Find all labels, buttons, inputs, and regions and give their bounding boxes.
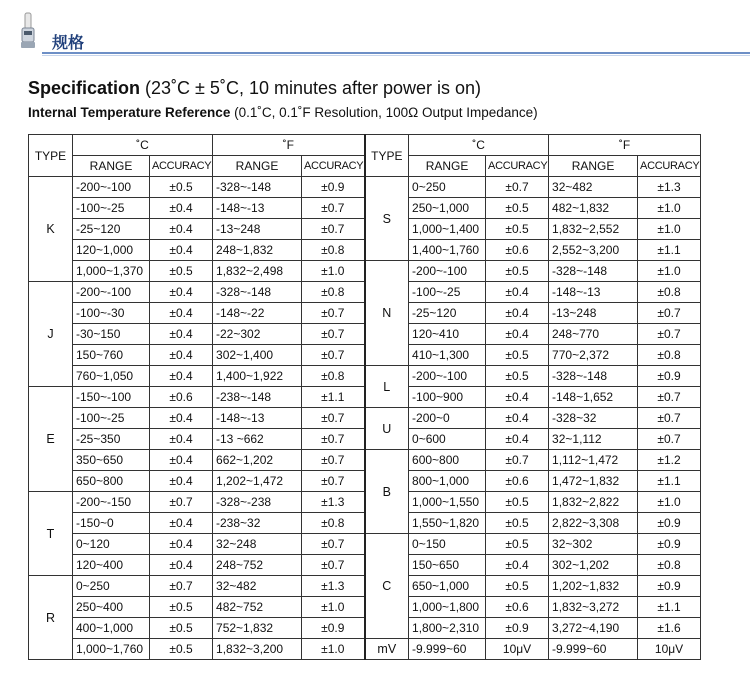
celsius-accuracy-cell: ±0.4 bbox=[486, 387, 549, 408]
celsius-accuracy-cell: ±0.5 bbox=[486, 492, 549, 513]
fahrenheit-range-cell: 32~482 bbox=[213, 576, 302, 597]
fahrenheit-header-left: ˚F bbox=[213, 135, 365, 156]
celsius-range-cell: 650~1,000 bbox=[409, 576, 486, 597]
celsius-range-cell: 120~1,000 bbox=[73, 240, 150, 261]
table-row bbox=[29, 450, 701, 471]
fahrenheit-accuracy-cell: ±0.9 bbox=[638, 513, 701, 534]
celsius-range-cell: 0~150 bbox=[409, 534, 486, 555]
fahrenheit-range-cell: -22~302 bbox=[213, 324, 302, 345]
celsius-range-cell: -100~-25 bbox=[73, 198, 150, 219]
celsius-range-cell: 0~120 bbox=[73, 534, 150, 555]
fahrenheit-accuracy-cell: ±1.2 bbox=[638, 450, 701, 471]
fahrenheit-range-cell: 32~1,112 bbox=[549, 429, 638, 450]
celsius-accuracy-cell: ±0.4 bbox=[486, 282, 549, 303]
celsius-range-cell: 120~410 bbox=[409, 324, 486, 345]
celsius-accuracy-cell: ±0.5 bbox=[150, 639, 213, 660]
celsius-accuracy-cell: ±0.5 bbox=[486, 534, 549, 555]
type-header-right: TYPE bbox=[365, 135, 409, 177]
fahrenheit-accuracy-cell: ±1.0 bbox=[638, 219, 701, 240]
fahrenheit-range-cell: -13~248 bbox=[213, 219, 302, 240]
fahrenheit-accuracy-cell: ±0.7 bbox=[302, 429, 365, 450]
celsius-range-cell: 1,000~1,800 bbox=[409, 597, 486, 618]
fahrenheit-range-cell: 1,832~3,272 bbox=[549, 597, 638, 618]
celsius-accuracy-cell: ±0.4 bbox=[150, 366, 213, 387]
fahrenheit-accuracy-cell: 10μV bbox=[638, 639, 701, 660]
celsius-header-left: ˚C bbox=[73, 135, 213, 156]
fahrenheit-accuracy-cell: ±0.8 bbox=[302, 513, 365, 534]
celsius-range-cell: -150~0 bbox=[73, 513, 150, 534]
celsius-accuracy-cell: ±0.5 bbox=[150, 597, 213, 618]
celsius-accuracy-cell: ±0.5 bbox=[486, 576, 549, 597]
celsius-range-cell: 150~650 bbox=[409, 555, 486, 576]
celsius-range-cell: -25~120 bbox=[409, 303, 486, 324]
celsius-range-cell: -200~-100 bbox=[73, 282, 150, 303]
accuracy-header: ACCURACY bbox=[302, 156, 365, 177]
celsius-range-cell: 1,000~1,760 bbox=[73, 639, 150, 660]
celsius-accuracy-cell: ±0.4 bbox=[150, 513, 213, 534]
celsius-accuracy-cell: ±0.6 bbox=[486, 597, 549, 618]
celsius-accuracy-cell: ±0.4 bbox=[150, 198, 213, 219]
celsius-range-cell: -100~900 bbox=[409, 387, 486, 408]
fahrenheit-accuracy-cell: ±0.9 bbox=[638, 576, 701, 597]
celsius-range-cell: 1,400~1,760 bbox=[409, 240, 486, 261]
header-divider-light bbox=[42, 55, 750, 56]
celsius-accuracy-cell: ±0.5 bbox=[150, 618, 213, 639]
fahrenheit-range-cell: 1,400~1,922 bbox=[213, 366, 302, 387]
fahrenheit-accuracy-cell: ±0.7 bbox=[302, 303, 365, 324]
type-header-left: TYPE bbox=[29, 135, 73, 177]
fahrenheit-range-cell: 302~1,202 bbox=[549, 555, 638, 576]
celsius-range-cell: 150~760 bbox=[73, 345, 150, 366]
table-body bbox=[29, 177, 701, 660]
celsius-range-cell: -30~150 bbox=[73, 324, 150, 345]
fahrenheit-accuracy-cell: ±1.0 bbox=[302, 639, 365, 660]
celsius-accuracy-cell: ±0.4 bbox=[486, 303, 549, 324]
celsius-accuracy-cell: ±0.4 bbox=[150, 450, 213, 471]
fahrenheit-accuracy-cell: ±0.7 bbox=[302, 471, 365, 492]
celsius-accuracy-cell: ±0.6 bbox=[150, 387, 213, 408]
celsius-range-cell: -25~120 bbox=[73, 219, 150, 240]
fahrenheit-range-cell: -148~-13 bbox=[549, 282, 638, 303]
celsius-accuracy-cell: ±0.5 bbox=[486, 366, 549, 387]
fahrenheit-range-cell: -148~1,652 bbox=[549, 387, 638, 408]
type-cell: C bbox=[365, 534, 409, 639]
celsius-range-cell: 1,800~2,310 bbox=[409, 618, 486, 639]
fahrenheit-accuracy-cell: ±1.0 bbox=[638, 492, 701, 513]
fahrenheit-range-cell: -328~-148 bbox=[549, 261, 638, 282]
fahrenheit-accuracy-cell: ±1.6 bbox=[638, 618, 701, 639]
spec-subtitle-main: Internal Temperature Reference bbox=[28, 105, 231, 120]
fahrenheit-accuracy-cell: ±0.9 bbox=[302, 177, 365, 198]
celsius-accuracy-cell: 10μV bbox=[486, 639, 549, 660]
header-divider bbox=[42, 52, 750, 54]
fahrenheit-range-cell: -328~-148 bbox=[549, 366, 638, 387]
celsius-accuracy-cell: ±0.6 bbox=[486, 240, 549, 261]
celsius-range-cell: 1,000~1,370 bbox=[73, 261, 150, 282]
fahrenheit-range-cell: 32~302 bbox=[549, 534, 638, 555]
celsius-accuracy-cell: ±0.5 bbox=[486, 261, 549, 282]
spec-title bbox=[28, 78, 481, 99]
celsius-range-cell: -25~350 bbox=[73, 429, 150, 450]
celsius-header-right: ˚C bbox=[409, 135, 549, 156]
thermometer-icon bbox=[18, 12, 38, 50]
celsius-accuracy-cell: ±0.4 bbox=[150, 282, 213, 303]
type-cell: L bbox=[365, 366, 409, 408]
celsius-range-cell: -200~-100 bbox=[409, 366, 486, 387]
table-row bbox=[29, 261, 701, 282]
fahrenheit-accuracy-cell: ±0.8 bbox=[638, 282, 701, 303]
table-row bbox=[29, 177, 701, 198]
fahrenheit-accuracy-cell: ±0.7 bbox=[302, 324, 365, 345]
celsius-range-cell: 760~1,050 bbox=[73, 366, 150, 387]
celsius-accuracy-cell: ±0.4 bbox=[150, 534, 213, 555]
fahrenheit-accuracy-cell: ±1.3 bbox=[302, 576, 365, 597]
fahrenheit-range-cell: 2,552~3,200 bbox=[549, 240, 638, 261]
fahrenheit-accuracy-cell: ±0.7 bbox=[638, 324, 701, 345]
fahrenheit-range-cell: -148~-13 bbox=[213, 198, 302, 219]
fahrenheit-accuracy-cell: ±0.8 bbox=[302, 366, 365, 387]
celsius-accuracy-cell: ±0.4 bbox=[150, 429, 213, 450]
accuracy-header: ACCURACY bbox=[638, 156, 701, 177]
type-cell: J bbox=[29, 282, 73, 387]
fahrenheit-range-cell: -148~-22 bbox=[213, 303, 302, 324]
table-row bbox=[29, 639, 701, 660]
celsius-accuracy-cell: ±0.6 bbox=[486, 471, 549, 492]
spec-subtitle-detail: (0.1˚C, 0.1˚F Resolution, 100Ω Output Impedance) bbox=[234, 105, 538, 120]
celsius-accuracy-cell: ±0.5 bbox=[150, 261, 213, 282]
celsius-range-cell: 120~400 bbox=[73, 555, 150, 576]
fahrenheit-range-cell: 248~1,832 bbox=[213, 240, 302, 261]
fahrenheit-accuracy-cell: ±0.8 bbox=[638, 555, 701, 576]
celsius-accuracy-cell: ±0.7 bbox=[150, 492, 213, 513]
celsius-accuracy-cell: ±0.4 bbox=[150, 471, 213, 492]
fahrenheit-range-cell: 302~1,400 bbox=[213, 345, 302, 366]
fahrenheit-accuracy-cell: ±0.7 bbox=[302, 555, 365, 576]
celsius-range-cell: 600~800 bbox=[409, 450, 486, 471]
fahrenheit-range-cell: -148~-13 bbox=[213, 408, 302, 429]
celsius-range-cell: -200~-100 bbox=[73, 177, 150, 198]
fahrenheit-accuracy-cell: ±0.9 bbox=[302, 618, 365, 639]
fahrenheit-header-right: ˚F bbox=[549, 135, 701, 156]
fahrenheit-range-cell: 32~482 bbox=[549, 177, 638, 198]
fahrenheit-range-cell: 1,202~1,832 bbox=[549, 576, 638, 597]
celsius-range-cell: -9.999~60 bbox=[409, 639, 486, 660]
range-header: RANGE bbox=[409, 156, 486, 177]
celsius-accuracy-cell: ±0.7 bbox=[150, 576, 213, 597]
type-cell: mV bbox=[365, 639, 409, 660]
fahrenheit-range-cell: 752~1,832 bbox=[213, 618, 302, 639]
fahrenheit-accuracy-cell: ±0.7 bbox=[638, 303, 701, 324]
celsius-accuracy-cell: ±0.4 bbox=[150, 219, 213, 240]
celsius-accuracy-cell: ±0.4 bbox=[486, 429, 549, 450]
celsius-range-cell: 650~800 bbox=[73, 471, 150, 492]
celsius-range-cell: -100~-30 bbox=[73, 303, 150, 324]
celsius-accuracy-cell: ±0.5 bbox=[486, 513, 549, 534]
celsius-accuracy-cell: ±0.7 bbox=[486, 177, 549, 198]
celsius-range-cell: 1,000~1,400 bbox=[409, 219, 486, 240]
fahrenheit-accuracy-cell: ±0.7 bbox=[302, 408, 365, 429]
celsius-accuracy-cell: ±0.4 bbox=[486, 324, 549, 345]
fahrenheit-accuracy-cell: ±0.7 bbox=[302, 219, 365, 240]
celsius-accuracy-cell: ±0.4 bbox=[486, 408, 549, 429]
type-cell: N bbox=[365, 261, 409, 366]
fahrenheit-range-cell: -238~32 bbox=[213, 513, 302, 534]
celsius-accuracy-cell: ±0.5 bbox=[486, 345, 549, 366]
spec-title-condition: (23˚C ± 5˚C, 10 minutes after power is on) bbox=[145, 78, 482, 98]
fahrenheit-accuracy-cell: ±0.9 bbox=[638, 366, 701, 387]
fahrenheit-accuracy-cell: ±1.1 bbox=[638, 471, 701, 492]
type-cell: T bbox=[29, 492, 73, 576]
fahrenheit-accuracy-cell: ±0.8 bbox=[302, 240, 365, 261]
celsius-accuracy-cell: ±0.4 bbox=[150, 408, 213, 429]
fahrenheit-accuracy-cell: ±0.7 bbox=[302, 534, 365, 555]
fahrenheit-accuracy-cell: ±0.8 bbox=[638, 345, 701, 366]
celsius-range-cell: -200~-150 bbox=[73, 492, 150, 513]
fahrenheit-range-cell: 1,472~1,832 bbox=[549, 471, 638, 492]
fahrenheit-range-cell: 2,822~3,308 bbox=[549, 513, 638, 534]
celsius-range-cell: 350~650 bbox=[73, 450, 150, 471]
celsius-accuracy-cell: ±0.9 bbox=[486, 618, 549, 639]
celsius-range-cell: 1,550~1,820 bbox=[409, 513, 486, 534]
fahrenheit-range-cell: 482~1,832 bbox=[549, 198, 638, 219]
celsius-accuracy-cell: ±0.4 bbox=[150, 240, 213, 261]
range-header: RANGE bbox=[549, 156, 638, 177]
fahrenheit-range-cell: 248~770 bbox=[549, 324, 638, 345]
fahrenheit-accuracy-cell: ±0.7 bbox=[638, 387, 701, 408]
fahrenheit-range-cell: 1,832~2,498 bbox=[213, 261, 302, 282]
fahrenheit-accuracy-cell: ±1.3 bbox=[638, 177, 701, 198]
fahrenheit-range-cell: -13~248 bbox=[549, 303, 638, 324]
fahrenheit-accuracy-cell: ±0.7 bbox=[302, 198, 365, 219]
celsius-accuracy-cell: ±0.5 bbox=[486, 219, 549, 240]
celsius-accuracy-cell: ±0.4 bbox=[150, 555, 213, 576]
celsius-range-cell: 250~400 bbox=[73, 597, 150, 618]
celsius-range-cell: -150~-100 bbox=[73, 387, 150, 408]
type-cell: R bbox=[29, 576, 73, 660]
range-header: RANGE bbox=[213, 156, 302, 177]
fahrenheit-accuracy-cell: ±0.7 bbox=[638, 429, 701, 450]
table-row bbox=[29, 534, 701, 555]
celsius-range-cell: -200~-100 bbox=[409, 261, 486, 282]
celsius-range-cell: -100~-25 bbox=[409, 282, 486, 303]
celsius-accuracy-cell: ±0.4 bbox=[486, 555, 549, 576]
table-row bbox=[29, 408, 701, 429]
section-header bbox=[0, 0, 750, 58]
range-header: RANGE bbox=[73, 156, 150, 177]
celsius-accuracy-cell: ±0.4 bbox=[150, 324, 213, 345]
fahrenheit-range-cell: -328~-148 bbox=[213, 282, 302, 303]
celsius-range-cell: 0~600 bbox=[409, 429, 486, 450]
fahrenheit-range-cell: -9.999~60 bbox=[549, 639, 638, 660]
fahrenheit-accuracy-cell: ±1.0 bbox=[302, 261, 365, 282]
fahrenheit-range-cell: 248~752 bbox=[213, 555, 302, 576]
accuracy-header: ACCURACY bbox=[486, 156, 549, 177]
fahrenheit-range-cell: -328~-238 bbox=[213, 492, 302, 513]
fahrenheit-accuracy-cell: ±0.7 bbox=[638, 408, 701, 429]
fahrenheit-accuracy-cell: ±1.0 bbox=[638, 261, 701, 282]
type-cell: B bbox=[365, 450, 409, 534]
fahrenheit-accuracy-cell: ±1.1 bbox=[302, 387, 365, 408]
celsius-accuracy-cell: ±0.5 bbox=[150, 177, 213, 198]
celsius-accuracy-cell: ±0.4 bbox=[150, 345, 213, 366]
celsius-range-cell: 250~1,000 bbox=[409, 198, 486, 219]
celsius-range-cell: 800~1,000 bbox=[409, 471, 486, 492]
fahrenheit-accuracy-cell: ±0.7 bbox=[302, 345, 365, 366]
celsius-range-cell: 0~250 bbox=[409, 177, 486, 198]
fahrenheit-accuracy-cell: ±0.7 bbox=[302, 450, 365, 471]
fahrenheit-range-cell: 1,832~3,200 bbox=[213, 639, 302, 660]
fahrenheit-accuracy-cell: ±1.1 bbox=[638, 240, 701, 261]
fahrenheit-range-cell: 482~752 bbox=[213, 597, 302, 618]
fahrenheit-accuracy-cell: ±1.3 bbox=[302, 492, 365, 513]
celsius-accuracy-cell: ±0.7 bbox=[486, 450, 549, 471]
celsius-range-cell: -100~-25 bbox=[73, 408, 150, 429]
type-cell: E bbox=[29, 387, 73, 492]
celsius-range-cell: 1,000~1,550 bbox=[409, 492, 486, 513]
fahrenheit-range-cell: 1,832~2,822 bbox=[549, 492, 638, 513]
celsius-range-cell: 410~1,300 bbox=[409, 345, 486, 366]
table-header-row-1 bbox=[29, 135, 701, 156]
fahrenheit-range-cell: 662~1,202 bbox=[213, 450, 302, 471]
fahrenheit-range-cell: 770~2,372 bbox=[549, 345, 638, 366]
fahrenheit-range-cell: 32~248 bbox=[213, 534, 302, 555]
type-cell: U bbox=[365, 408, 409, 450]
celsius-range-cell: -200~0 bbox=[409, 408, 486, 429]
fahrenheit-range-cell: 3,272~4,190 bbox=[549, 618, 638, 639]
fahrenheit-accuracy-cell: ±1.1 bbox=[638, 597, 701, 618]
fahrenheit-accuracy-cell: ±0.9 bbox=[638, 534, 701, 555]
section-title: 规格 bbox=[52, 33, 85, 52]
specification-table bbox=[28, 134, 701, 660]
celsius-accuracy-cell: ±0.5 bbox=[486, 198, 549, 219]
celsius-range-cell: 0~250 bbox=[73, 576, 150, 597]
accuracy-header: ACCURACY bbox=[150, 156, 213, 177]
fahrenheit-range-cell: -13 ~662 bbox=[213, 429, 302, 450]
spec-subtitle bbox=[28, 105, 538, 120]
spec-title-main: Specification bbox=[28, 78, 141, 98]
table-row bbox=[29, 366, 701, 387]
fahrenheit-range-cell: -238~-148 bbox=[213, 387, 302, 408]
fahrenheit-range-cell: 1,832~2,552 bbox=[549, 219, 638, 240]
fahrenheit-range-cell: 1,202~1,472 bbox=[213, 471, 302, 492]
celsius-range-cell: 400~1,000 bbox=[73, 618, 150, 639]
fahrenheit-accuracy-cell: ±0.8 bbox=[302, 282, 365, 303]
fahrenheit-range-cell: -328~-148 bbox=[213, 177, 302, 198]
fahrenheit-range-cell: -328~32 bbox=[549, 408, 638, 429]
celsius-accuracy-cell: ±0.4 bbox=[150, 303, 213, 324]
type-cell: S bbox=[365, 177, 409, 261]
type-cell: K bbox=[29, 177, 73, 282]
fahrenheit-accuracy-cell: ±1.0 bbox=[302, 597, 365, 618]
fahrenheit-range-cell: 1,112~1,472 bbox=[549, 450, 638, 471]
fahrenheit-accuracy-cell: ±1.0 bbox=[638, 198, 701, 219]
